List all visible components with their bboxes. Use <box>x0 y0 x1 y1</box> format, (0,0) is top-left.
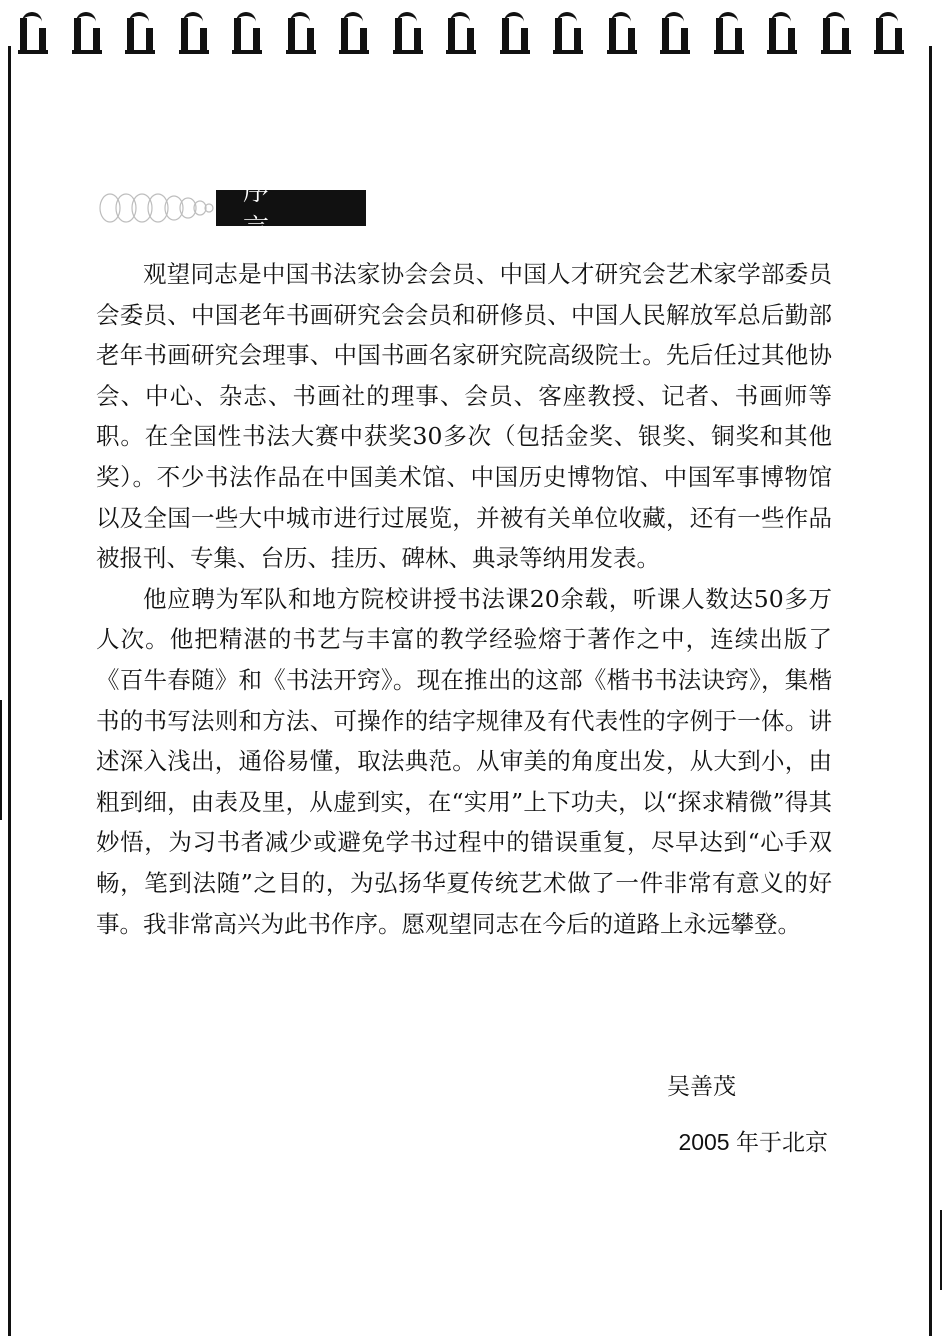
binding-ring <box>607 10 637 54</box>
binding-ring <box>125 10 155 54</box>
binding-ring <box>767 10 797 54</box>
author-signature: 吴善茂 <box>667 1074 736 1100</box>
binding-ring <box>874 10 904 54</box>
date-place: 2005 年于北京 <box>678 1129 828 1155</box>
spiral-ornament-icon <box>96 188 216 228</box>
binding-ring <box>179 10 209 54</box>
paragraph: 他应聘为军队和地方院校讲授书法课20余载，听课人数达50多万人次。他把精湛的书艺与丰富的教学经验熔于著作之中，连续出版了《百牛春随》和《书法开窍》。现在推出的这部《楷书书法诀窍》，集楷书的书写法则和方法、可操作的结字规律及有代表性的字例于一体。讲述深入浅出，通俗易懂，取法典范。从审美的角度出发，从大到小，由粗到细，由表及里，从虚到实，在“实用”上下功夫，以“探求精微”得其妙悟，为习书者减少或避免学书过程中的错误重复，尽早达到“心手双畅，笔到法随”之目的，为弘扬华夏传统艺术做了一件非常有意义的好事。我非常高兴为此书作序。愿观望同志在今后的道路上永远攀登。 <box>96 584 832 938</box>
binding-ring <box>72 10 102 54</box>
page-title: 序 言 <box>216 190 366 226</box>
scan-edge-mark <box>940 1210 942 1290</box>
binding-ring <box>500 10 530 54</box>
binding-ring <box>446 10 476 54</box>
binding-ring <box>393 10 423 54</box>
binding-ring <box>660 10 690 54</box>
binding-ring <box>339 10 369 54</box>
paragraph: 观望同志是中国书法家协会会员、中国人才研究会艺术家学部委员会委员、中国老年书画研究会会员和研修员、中国人民解放军总后勤部老年书画研究会理事、中国书画名家研究院高级院士。先后任过其他协会、中心、杂志、书画社的理事、会员、客座教授、记者、书画师等职。在全国性书法大赛中获奖30多次（包括金奖、银奖、铜奖和其他奖）。不少书法作品在中国美术馆、中国历史博物馆、中国军事博物馆以及全国一些大中城市进行过展览，并被有关单位收藏，还有一些作品被报刊、专集、台历、挂历、碑林、典录等纳用发表。 <box>96 260 832 573</box>
preface-heading <box>96 177 384 244</box>
binding-ring <box>232 10 262 54</box>
binding-ring <box>286 10 316 54</box>
spiral-binding <box>10 0 920 60</box>
binding-ring <box>821 10 851 54</box>
binding-ring <box>18 10 48 54</box>
scan-edge-mark <box>0 700 2 820</box>
binding-ring <box>553 10 583 54</box>
preface-body <box>96 254 832 944</box>
binding-ring <box>714 10 744 54</box>
